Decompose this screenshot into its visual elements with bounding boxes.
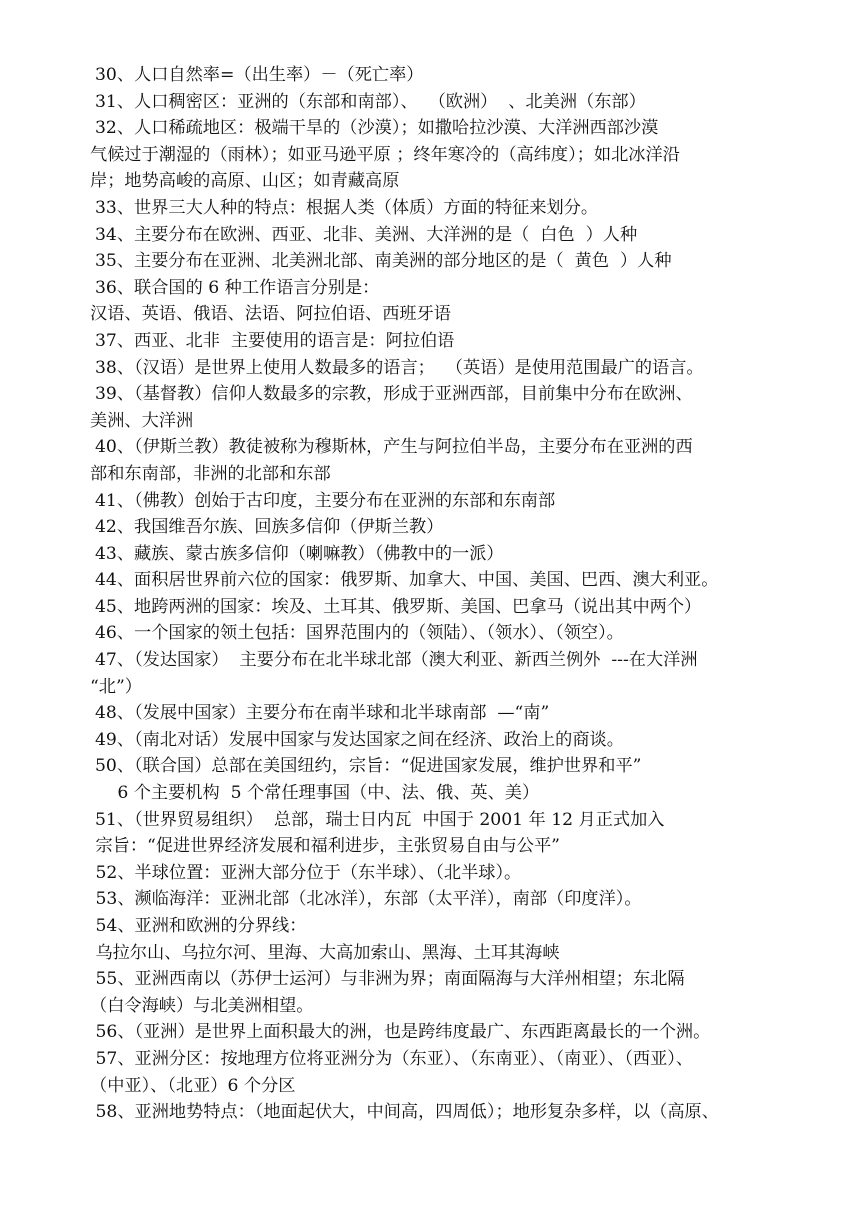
text-line: 35、主要分布在亚洲、北美洲北部、南美洲的部分地区的是（ 黄色 ）人种 — [95, 251, 672, 272]
text-line: 6 个主要机构 5 个常任理事国（中、法、俄、英、美） — [90, 783, 540, 804]
text-line: 45、地跨两洲的国家：埃及、土耳其、俄罗斯、美国、巴拿马（说出其中两个） — [95, 596, 702, 617]
text-line: 38、（汉语）是世界上使用人数最多的语言； （英语）是使用范围最广的语言。 — [95, 357, 704, 378]
text-line: 40、（伊斯兰教）教徒被称为穆斯林，产生与阿拉伯半岛，主要分布在亚洲的西 — [95, 437, 693, 458]
text-line: 36、联合国的 6 种工作语言分别是： — [95, 277, 380, 298]
text-line: 46、一个国家的领土包括：国界范围内的（领陆）、（领水）、（领空）。 — [95, 623, 624, 644]
text-line: 41、（佛教）创始于古印度，主要分布在亚洲的东部和东南部 — [95, 490, 556, 511]
text-line: （白令海峡）与北美洲相望。 — [90, 995, 314, 1016]
document-page — [0, 62, 860, 1126]
text-line: 43、藏族、蒙古族多信仰（喇嘛教）（佛教中的一派） — [95, 543, 504, 564]
text-line: 52、半球位置：亚洲大部分位于（东半球）、（北半球）。 — [90, 862, 522, 883]
text-line: 58、亚洲地势特点：（地面起伏大，中间高，四周低）；地形复杂多样，以（高原、 — [90, 1102, 719, 1123]
text-line: 51、（世界贸易组织） 总部，瑞士日内瓦 中国于 2001 年 12 月正式加入 — [95, 809, 665, 830]
text-line: 部和东南部，非洲的北部和东部 — [90, 463, 331, 484]
text-line: 37、西亚、北非 主要使用的语言是：阿拉伯语 — [95, 330, 455, 351]
text-line: 岸；地势高峻的高原、山区；如青藏高原 — [90, 171, 400, 192]
text-line: 57、亚洲分区：按地理方位将亚洲分为（东亚）、（东南亚）、（南亚）、（西亚）、 — [90, 1048, 694, 1069]
text-line: 39、（基督教）信仰人数最多的宗教，形成于亚洲西部，目前集中分布在欧洲、 — [95, 384, 693, 405]
text-line: （中亚）、（北亚）6 个分区 — [90, 1075, 296, 1096]
text-line: 44、面积居世界前六位的国家：俄罗斯、加拿大、中国、美国、巴西、澳大利亚。 — [95, 570, 719, 591]
text-line: 汉语、英语、俄语、法语、阿拉伯语、西班牙语 — [90, 304, 451, 325]
text-line: 31、人口稠密区：亚洲的（东部和南部）、 （欧洲） 、北美洲（东部） — [95, 91, 646, 112]
text-line: 50、（联合国）总部在美国纽约，宗旨：“促进国家发展，维护世界和平” — [95, 756, 642, 777]
text-line: 34、主要分布在欧洲、西亚、北非、美洲、大洋洲的是（ 白色 ）人种 — [95, 224, 638, 245]
text-line: 32、人口稀疏地区：极端干旱的（沙漠）；如撒哈拉沙漠、大洋洲西部沙漠 — [95, 118, 659, 139]
text-line: 48、（发展中国家）主要分布在南半球和北半球南部 —“南” — [95, 703, 550, 724]
text-line: 47、（发达国家） 主要分布在北半球北部（澳大利亚、新西兰例外 ---在大洋洲 — [95, 650, 698, 671]
text-line: 宗旨：“促进世界经济发展和福利进步，主张贸易自由与公平” — [90, 836, 560, 857]
text-line: 54、亚洲和欧洲的分界线： — [90, 916, 307, 936]
text-line: 53、濒临海洋：亚洲北部（北冰洋），东部（太平洋），南部（印度洋）。 — [90, 889, 642, 910]
text-line: 55、亚洲西南以（苏伊士运河）与非洲为界；南面隔海与大洋州相望；东北隔 — [90, 969, 685, 990]
text-line: 49、（南北对话）发展中国家与发达国家之间在经济、政治上的商谈。 — [95, 729, 624, 750]
text-line: 气候过于潮湿的（雨林）；如亚马逊平原 ；终年寒冷的（高纬度）；如北冰洋沿 — [90, 144, 680, 165]
text-line: “北”） — [90, 676, 142, 697]
text-line: 乌拉尔山、乌拉尔河、里海、大高加索山、黑海、土耳其海峡 — [90, 942, 560, 963]
text-line: 30、人口自然率=（出生率）－（死亡率） — [95, 65, 424, 85]
text-line: 56、（亚洲）是世界上面积最大的洲，也是跨纬度最广、东西距离最长的一个洲。 — [90, 1022, 711, 1043]
text-line: 33、世界三大人种的特点：根据人类（体质）方面的特征来划分。 — [95, 197, 599, 218]
text-line: 42、我国维吾尔族、回族多信仰（伊斯兰教） — [95, 517, 444, 538]
text-line: 美洲、大洋洲 — [90, 410, 194, 431]
